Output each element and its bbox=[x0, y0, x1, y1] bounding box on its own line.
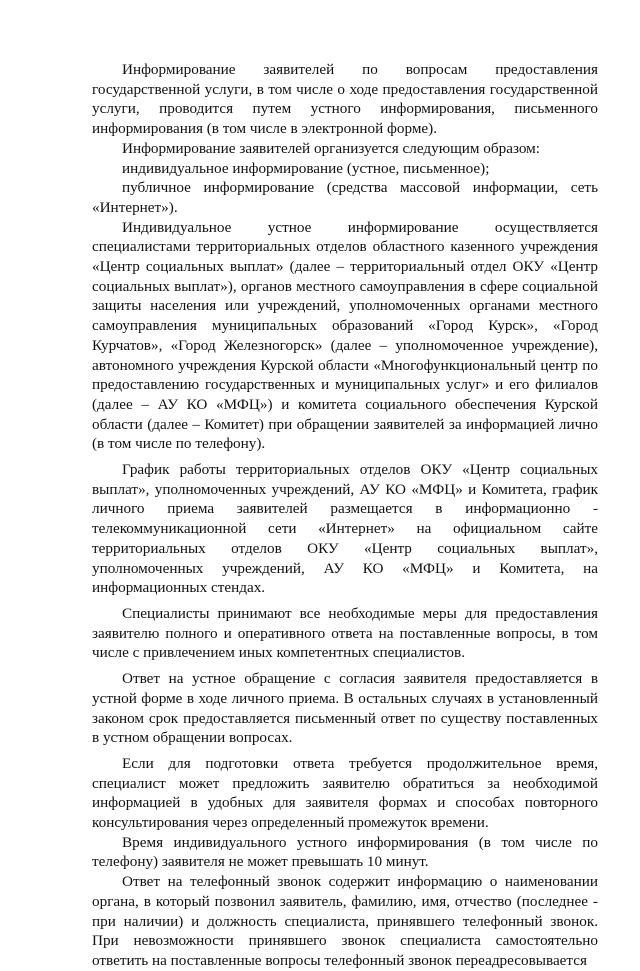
paragraph-informing-organization: Информирование заявителей организуется следующим образом: bbox=[122, 139, 541, 157]
paragraph-oral-response: Ответ на устное обращение с согласия заявителя предоставляется в устной форме в ходе личного приема. В остальных случаях в установленный законом срок предоставляется письменный ответ по существу поставленных в устном обращении вопросах. bbox=[92, 670, 598, 747]
paragraph-phone-response: Ответ на телефонный звонок содержит информацию о наименовании органа, в который позвонил заявитель, фамилию, имя, отчество (последнее - при наличии) и должность специалиста, принявшего телефонный звонок. При невозможности принявшего звонок специалиста самостоятельно ответить на поставленные вопросы телефонный звонок переадресовывается bbox=[92, 873, 598, 969]
document-body bbox=[92, 60, 598, 971]
paragraph-individual-informing: индивидуальное информирование (устное, письменное); bbox=[122, 159, 490, 177]
paragraph-time-limit: Время индивидуального устного информирования (в том числе по телефону) заявителя не может превышать 10 минут. bbox=[92, 833, 598, 871]
paragraph-public-informing: публичное информирование (средства массовой информации, сеть «Интернет»). bbox=[92, 179, 598, 216]
paragraph-work-schedule: График работы территориальных отделов ОКУ «Центр социальных выплат», уполномоченных учреждений, АУ КО «МФЦ» и Комитета, график личного приема заявителей размещается в информационно - телекоммуникационной сети «Интернет» на официальном сайте территориальных отделов ОКУ «Центр социальных выплат», уполномоченных учреждений, АУ КО «МФЦ» и Комитета, на информационных стендах. bbox=[92, 461, 598, 597]
paragraph-long-preparation: Если для подготовки ответа требуется продолжительное время, специалист может предложить заявителю обратиться за необходимой информацией в удобных для заявителя формах и способах повторного консультирования через определенный промежуток времени. bbox=[92, 754, 598, 832]
paragraph-informing-scope: Информирование заявителей по вопросам предоставления государственной услуги, в том числе о ходе предоставления государственной услуги, проводится путем устного информирования, письменного информирования (в том числе в электронной форме). bbox=[92, 61, 598, 138]
paragraph-oral-informing: Индивидуальное устное информирование осуществляется специалистами территориальных отделов областного казенного учреждения «Центр социальных выплат» (далее – территориальный отдел ОКУ «Центр социальных выплат»), органов местного самоуправления в сфере социальной защиты населения или учреждений, уполномоченных органами местного самоуправления муниципальных образований «Город Курск», «Город Курчатов», «Город Железногорск» (далее – уполномоченное учреждение), автономного учреждения Курской области «Многофункциональный центр по предоставлению государственных и муниципальных услуг» и его филиалов (далее – АУ КО «МФЦ») и комитета социального обеспечения Курской области (далее – Комитет) при обращении заявителей за информацией лично (в том числе по телефону). bbox=[92, 218, 598, 453]
paragraph-specialists-measures: Специалисты принимают все необходимые меры для предоставления заявителю полного и оперативного ответа на поставленные вопросы, в том числе с привлечением иных компетентных специалистов. bbox=[92, 604, 598, 662]
